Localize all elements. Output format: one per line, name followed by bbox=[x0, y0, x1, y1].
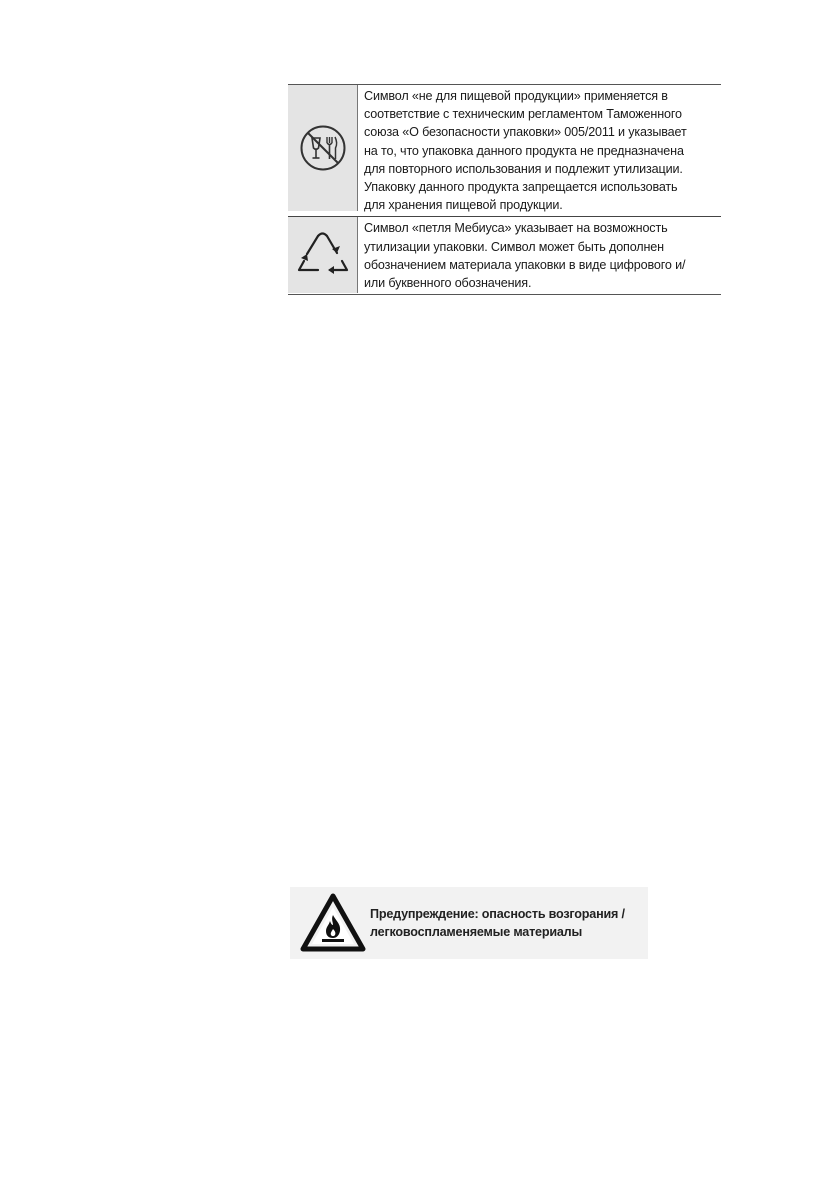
description-line: для повторного использования и подлежит утилизации. bbox=[364, 161, 683, 176]
symbol-description bbox=[358, 85, 721, 216]
symbol-table bbox=[288, 84, 721, 295]
symbol-cell bbox=[288, 217, 358, 293]
flammable-warning bbox=[290, 887, 648, 959]
warning-line: легковоспламеняемые материалы bbox=[370, 925, 583, 939]
warning-icon-holder bbox=[298, 890, 368, 956]
warning-text bbox=[370, 905, 625, 941]
symbol-cell bbox=[288, 85, 358, 211]
mobius-loop-icon bbox=[294, 228, 352, 282]
description-line: Символ «не для пищевой продукции» применяется в bbox=[364, 89, 668, 103]
symbol-row-mobius-loop bbox=[288, 216, 721, 294]
symbol-row-not-for-food bbox=[288, 85, 721, 216]
description-line: Символ «петля Мебиуса» указывает на возможность bbox=[364, 221, 668, 236]
description-line: на то, что упаковка данного продукта не предназначена bbox=[364, 143, 684, 158]
description-line: для хранения пищевой продукции. bbox=[364, 198, 563, 213]
description-line: или буквенного обозначения. bbox=[364, 276, 532, 291]
description-line: Упаковку данного продукта запрещается использовать bbox=[364, 180, 678, 195]
flammable-warning-icon bbox=[300, 893, 366, 953]
not-for-food-icon bbox=[298, 123, 348, 173]
description-line: соответствие с техническим регламентом Таможенного bbox=[364, 107, 682, 122]
warning-line: Предупреждение: опасность возгорания / bbox=[370, 907, 625, 921]
symbol-description bbox=[358, 217, 721, 294]
description-line: утилизации упаковки. Символ может быть дополнен bbox=[364, 239, 664, 254]
description-line: союза «О безопасности упаковки» 005/2011 и указывает bbox=[364, 125, 687, 140]
description-line: обозначением материала упаковки в виде цифрового и/ bbox=[364, 257, 686, 272]
